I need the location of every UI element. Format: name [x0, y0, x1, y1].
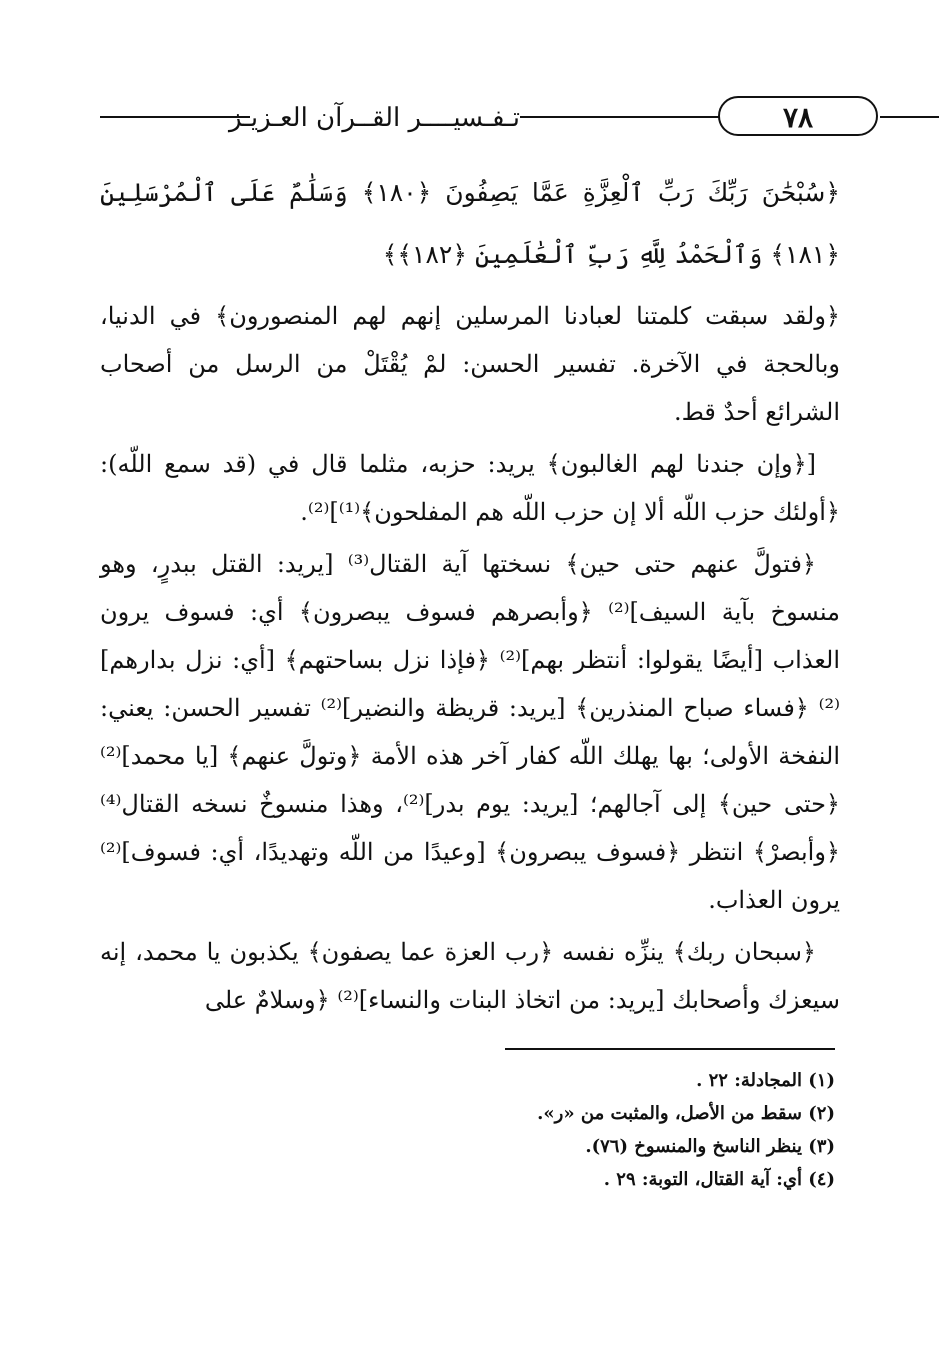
page-number: ٧٨: [718, 96, 878, 136]
footnote-2: (٢) سقط من الأصل، والمثبت من «ر».: [537, 1103, 835, 1124]
header-rule-right: [880, 116, 939, 118]
footnotes: [440, 1064, 835, 1196]
running-title: تـفـسيــــر القــرآن العـزيـز: [250, 100, 520, 136]
paragraph-3: ﴿فتولَّ عنهم حتى حين﴾ نسختها آية القتال⁽³⁾ [يريد: القتل ببدرٍ، وهو منسوخ بآية السيف]⁽²⁾ ﴿وأبصرهم فسوف يبصرون﴾ أي: فسوف يرون العذاب [أيضًا يقولوا: أنتظر بهم]⁽²⁾ ﴿فإذا نزل بساحتهم﴾ [أي: نزل بدارهم]⁽²⁾ ﴿فساء صباح المنذرين﴾ [يريد: قريظة والنضير]⁽²⁾ تفسير الحسن: يعني: النفخة الأولى؛ بها يهلك اللّه كفار آخر هذه الأمة ﴿وتولَّ عنهم﴾ [يا محمد]⁽²⁾ ﴿حتى حين﴾ إلى آجالهم؛ [يريد: يوم بدر]⁽²⁾، وهذا منسوخٌ نسخه القتال⁽⁴⁾ ﴿وأبصرْ﴾ انتظر ﴿فسوف يبصرون﴾ [وعيدًا من اللّه وتهديدًا، أي: فسوف]⁽²⁾ يرون العذاب.: [100, 550, 840, 914]
footnote-3: (٣) ينظر الناسخ والمنسوخ (٧٦).: [585, 1136, 835, 1157]
footnote-1: (١) المجادلة: ٢٢ .: [696, 1070, 835, 1091]
paragraph-2: [﴿وإن جندنا لهم الغالبون﴾ يريد: حزبه، مثلما قال في (قد سمع اللّه): ﴿أولئك حزب اللّه ألا إن حزب اللّه هم المفلحون﴾⁽¹⁾]⁽²⁾.: [100, 450, 840, 526]
page-header: [100, 96, 840, 140]
paragraph-1: ﴿ولقد سبقت كلمتنا لعبادنا المرسلين إنهم لهم المنصورون﴾ في الدنيا، وبالحجة في الآخرة. تفسير الحسن: لمْ يُقْتَلْ من الرسل من أصحاب الشرائع أحدٌ قط.: [100, 302, 840, 426]
quran-verse: ﴿سُبْحَٰنَ رَبِّكَ رَبِّ ٱلْعِزَّةِ عَمَّا يَصِفُونَ ﴿١٨٠﴾ وَسَلَٰمٌ عَلَى ٱلْمُرْسَلِينَ ﴿١٨١﴾ وَٱلْحَمْدُ لِلَّهِ رَبِّ ٱلْعَٰلَمِينَ ﴿١٨٢﴾﴾: [100, 178, 840, 269]
footnote-4: (٤) أي: آية القتال، التوبة: ٢٩ .: [603, 1169, 835, 1190]
paragraph-4: ﴿سبحان ربك﴾ ينزِّه نفسه ﴿رب العزة عما يصفون﴾ يكذبون يا محمد، إنه سيعزك وأصحابك [يريد: من اتخاذ البنات والنساء]⁽²⁾ ﴿وسلامٌ على: [100, 938, 840, 1014]
main-text: [100, 162, 840, 1028]
footnote-divider: [505, 1048, 835, 1050]
